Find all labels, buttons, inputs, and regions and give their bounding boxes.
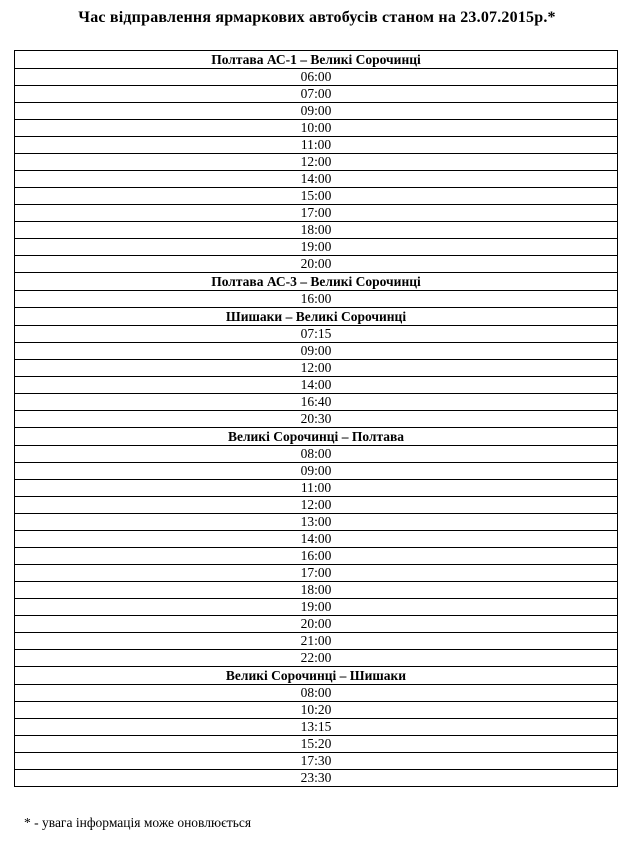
departure-time-cell: 12:00 <box>15 360 618 377</box>
departure-time-cell: 23:30 <box>15 770 618 787</box>
departure-time-cell: 08:00 <box>15 446 618 463</box>
time-row <box>15 650 618 667</box>
time-row <box>15 377 618 394</box>
time-row <box>15 239 618 256</box>
time-row <box>15 480 618 497</box>
time-row <box>15 565 618 582</box>
time-row <box>15 685 618 702</box>
time-row <box>15 171 618 188</box>
departure-time-cell: 20:00 <box>15 256 618 273</box>
departure-time-cell: 18:00 <box>15 222 618 239</box>
route-header-cell: Шишаки – Великі Сорочинці <box>15 308 618 326</box>
departure-time-cell: 12:00 <box>15 154 618 171</box>
time-row <box>15 514 618 531</box>
time-row <box>15 326 618 343</box>
departure-time-cell: 06:00 <box>15 69 618 86</box>
departure-time-cell: 13:00 <box>15 514 618 531</box>
departure-time-cell: 17:00 <box>15 205 618 222</box>
time-row <box>15 394 618 411</box>
time-row <box>15 343 618 360</box>
departure-time-cell: 13:15 <box>15 719 618 736</box>
departure-time-cell: 21:00 <box>15 633 618 650</box>
time-row <box>15 360 618 377</box>
departure-time-cell: 12:00 <box>15 497 618 514</box>
departure-time-cell: 07:00 <box>15 86 618 103</box>
departure-time-cell: 09:00 <box>15 463 618 480</box>
route-header-row <box>15 428 618 446</box>
page-title: Час відправлення ярмаркових автобусів станом на 23.07.2015р.* <box>78 9 556 26</box>
time-row <box>15 137 618 154</box>
departure-time-cell: 09:00 <box>15 103 618 120</box>
departure-time-cell: 07:15 <box>15 326 618 343</box>
route-header-row <box>15 51 618 69</box>
time-row <box>15 548 618 565</box>
departure-time-cell: 19:00 <box>15 599 618 616</box>
time-row <box>15 205 618 222</box>
time-row <box>15 86 618 103</box>
departure-time-cell: 20:30 <box>15 411 618 428</box>
time-row <box>15 463 618 480</box>
time-row <box>15 222 618 239</box>
departure-time-cell: 09:00 <box>15 343 618 360</box>
time-row <box>15 736 618 753</box>
departure-time-cell: 17:00 <box>15 565 618 582</box>
departure-time-cell: 16:00 <box>15 291 618 308</box>
departure-time-cell: 16:40 <box>15 394 618 411</box>
time-row <box>15 702 618 719</box>
route-header-cell: Полтава АС-3 – Великі Сорочинці <box>15 273 618 291</box>
footnote: * - увага інформація може оновлюється <box>24 815 252 830</box>
time-row <box>15 291 618 308</box>
time-row <box>15 103 618 120</box>
departure-time-cell: 19:00 <box>15 239 618 256</box>
time-row <box>15 411 618 428</box>
time-row <box>15 256 618 273</box>
time-row <box>15 753 618 770</box>
time-row <box>15 154 618 171</box>
route-header-cell: Великі Сорочинці – Полтава <box>15 428 618 446</box>
time-row <box>15 633 618 650</box>
departure-time-cell: 18:00 <box>15 582 618 599</box>
departure-time-cell: 20:00 <box>15 616 618 633</box>
departure-time-cell: 14:00 <box>15 377 618 394</box>
departure-time-cell: 14:00 <box>15 531 618 548</box>
departure-time-cell: 11:00 <box>15 480 618 497</box>
bus-departure-table <box>14 50 618 787</box>
time-row <box>15 616 618 633</box>
time-row <box>15 599 618 616</box>
time-row <box>15 719 618 736</box>
route-header-row <box>15 667 618 685</box>
time-row <box>15 531 618 548</box>
route-header-row <box>15 308 618 326</box>
departure-time-cell: 22:00 <box>15 650 618 667</box>
route-header-cell: Великі Сорочинці – Шишаки <box>15 667 618 685</box>
departure-time-cell: 17:30 <box>15 753 618 770</box>
departure-time-cell: 11:00 <box>15 137 618 154</box>
time-row <box>15 120 618 137</box>
time-row <box>15 446 618 463</box>
route-header-cell: Полтава АС-1 – Великі Сорочинці <box>15 51 618 69</box>
route-header-row <box>15 273 618 291</box>
time-row <box>15 69 618 86</box>
schedule-table-body <box>15 51 618 787</box>
departure-time-cell: 08:00 <box>15 685 618 702</box>
time-row <box>15 582 618 599</box>
departure-time-cell: 15:20 <box>15 736 618 753</box>
departure-time-cell: 15:00 <box>15 188 618 205</box>
time-row <box>15 497 618 514</box>
departure-time-cell: 10:20 <box>15 702 618 719</box>
departure-time-cell: 16:00 <box>15 548 618 565</box>
departure-time-cell: 14:00 <box>15 171 618 188</box>
time-row <box>15 188 618 205</box>
departure-time-cell: 10:00 <box>15 120 618 137</box>
time-row <box>15 770 618 787</box>
